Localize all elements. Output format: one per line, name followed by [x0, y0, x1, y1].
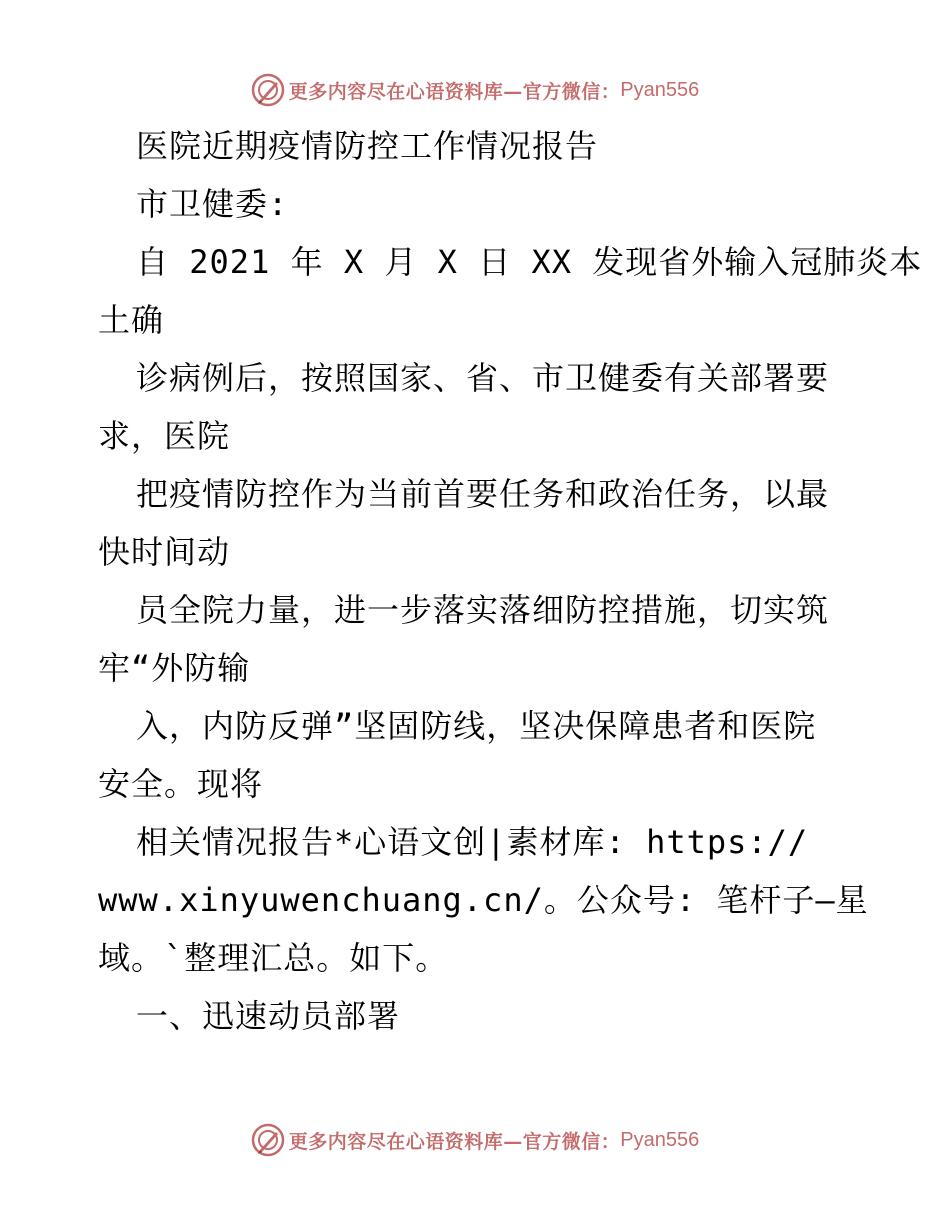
- paragraph-line: 土确: [98, 301, 165, 339]
- salutation: 市卫健委:: [136, 185, 289, 223]
- header-watermark: [0, 70, 950, 110]
- paragraph-line: 入，内防反弹”坚固防线，坚决保障患者和医院: [136, 707, 817, 745]
- paragraph-line: 把疫情防控作为当前首要任务和政治任务，以最: [136, 475, 830, 513]
- paragraph-line: 牢“外防输: [98, 649, 251, 687]
- watermark-text: 更多内容尽在心语资料库—官方微信：: [288, 80, 621, 103]
- paragraph-line: 安全。现将: [98, 765, 264, 803]
- paragraph-line: 员全院力量，进一步落实落细防控措施，切实筑: [136, 591, 830, 629]
- paragraph-line: 域。`整理汇总。如下。: [98, 939, 449, 977]
- pen-logo-icon: [251, 1123, 285, 1157]
- document-title: 医院近期疫情防控工作情况报告: [136, 127, 599, 165]
- pen-logo-icon: [251, 73, 285, 107]
- section-heading: 一、迅速动员部署: [136, 997, 401, 1035]
- watermark-wechat-id: Pyan556: [620, 78, 700, 101]
- document-body: [98, 117, 923, 1045]
- paragraph-line: 诊病例后，按照国家、省、市卫健委有关部署要: [136, 359, 830, 397]
- footer-watermark: [0, 1120, 950, 1160]
- watermark-wechat-id: Pyan556: [620, 1128, 700, 1151]
- paragraph-line: 自 2021 年 X 月 X 日 XX 发现省外输入冠肺炎本: [136, 243, 923, 281]
- paragraph-line: 快时间动: [98, 533, 231, 571]
- paragraph-line: 求，医院: [98, 417, 231, 455]
- watermark-text: 更多内容尽在心语资料库—官方微信：: [288, 1130, 621, 1153]
- paragraph-line: www.xinyuwenchuang.cn/。公众号: 笔杆子—星: [98, 881, 869, 919]
- paragraph-line: 相关情况报告*心语文创|素材库: https://: [136, 823, 809, 861]
